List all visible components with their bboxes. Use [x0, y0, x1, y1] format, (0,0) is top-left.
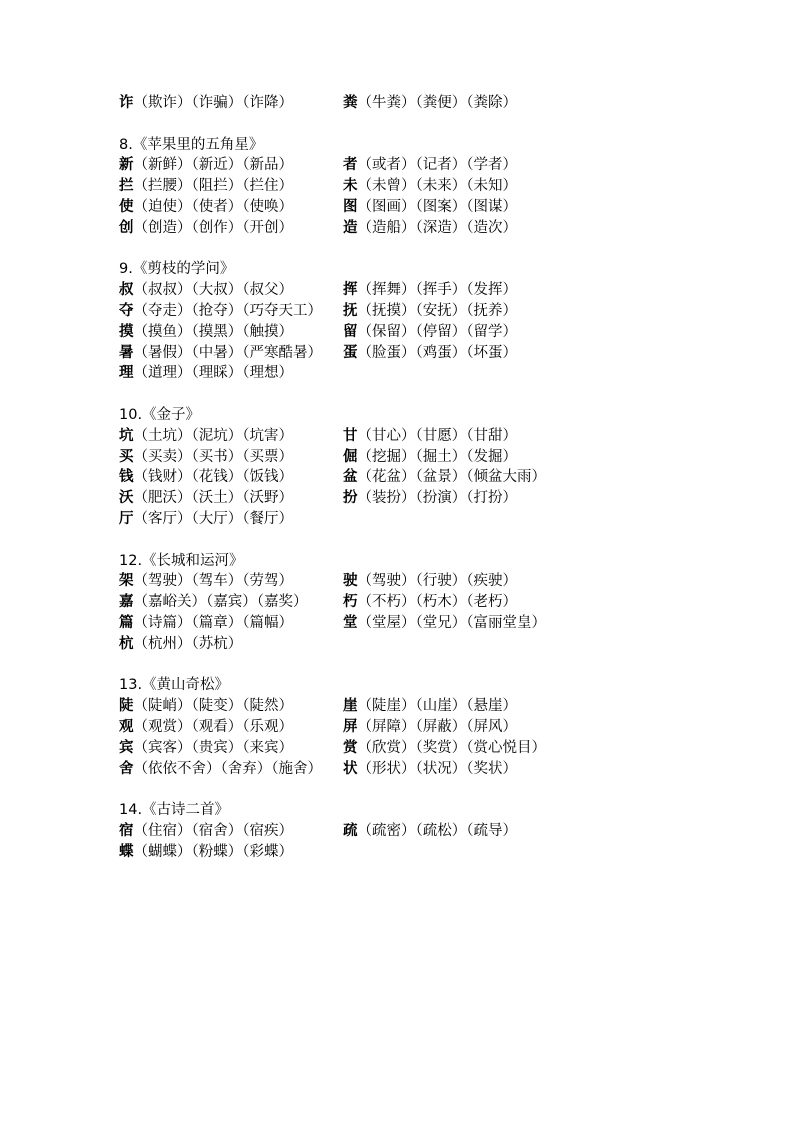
vocab-character: 朽 — [343, 594, 358, 611]
vocab-entry — [119, 592, 308, 613]
vocab-words: （甘心）（甘愿）（甘甜） — [357, 427, 517, 444]
vocab-words: （道理）（理睬）（理想） — [133, 365, 293, 382]
vocab-character: 蛋 — [343, 344, 358, 361]
vocab-entry — [119, 738, 293, 759]
vocab-character: 疏 — [343, 822, 358, 839]
vocab-entry — [343, 155, 517, 176]
vocab-words: （肥沃）（沃土）（沃野） — [133, 490, 293, 507]
vocab-character: 驶 — [343, 573, 358, 590]
vocab-character: 者 — [343, 157, 358, 174]
vocab-entry — [343, 696, 517, 717]
vocab-entry — [343, 613, 546, 634]
vocab-words: （抚摸）（安抚）（抚养） — [357, 302, 517, 319]
vocab-entry — [119, 842, 293, 863]
vocab-character: 状 — [343, 760, 358, 777]
vocab-entry — [119, 447, 293, 468]
vocab-entry — [119, 717, 293, 738]
vocab-character: 未 — [343, 178, 358, 195]
lesson-title: 10.《金子》 — [119, 406, 201, 423]
vocab-character: 宾 — [119, 739, 134, 756]
vocab-words: （牛粪）（粪便）（粪除） — [357, 95, 517, 111]
lesson-title: 8.《苹果里的五角星》 — [119, 136, 264, 153]
vocab-words: （造船）（深造）（造次） — [357, 219, 517, 236]
vocab-row — [119, 696, 679, 717]
section-spacer — [119, 384, 679, 405]
vocab-character: 杭 — [119, 635, 134, 652]
vocab-character: 留 — [343, 323, 358, 340]
lesson-title: 13.《黄山奇松》 — [119, 677, 230, 694]
vocab-words: （脸蛋）（鸡蛋）（坏蛋） — [357, 344, 517, 361]
vocab-character: 买 — [119, 448, 134, 465]
vocab-entry — [343, 717, 517, 738]
vocab-entry — [343, 426, 517, 447]
vocab-entry — [119, 301, 322, 322]
vocab-character: 坑 — [119, 427, 134, 444]
vocab-character: 宿 — [119, 822, 134, 839]
vocab-character: 崖 — [343, 698, 358, 715]
vocab-character: 创 — [119, 219, 134, 236]
vocab-character: 嘉 — [119, 594, 134, 611]
vocab-words: （新鲜）（新近）（新品） — [133, 157, 293, 174]
vocab-words: （挥舞）（挥手）（发挥） — [357, 282, 517, 299]
vocab-entry — [343, 821, 517, 842]
vocab-words: （花盆）（盆景）（倾盆大雨） — [357, 469, 546, 486]
vocab-entry — [119, 322, 293, 343]
vocab-words: （拦腰）（阻拦）（拦住） — [133, 178, 293, 195]
vocab-character: 暑 — [119, 344, 134, 361]
vocab-words: （叔叔）（大叔）（叔父） — [133, 282, 293, 299]
vocab-row — [119, 717, 679, 738]
vocab-words: （诗篇）（篇章）（篇幅） — [133, 614, 293, 631]
vocab-words: （图画）（图案）（图谋） — [357, 198, 517, 215]
vocab-words: （欣赏）（奖赏）（赏心悦目） — [357, 739, 546, 756]
vocab-words: （宾客）（贵宾）（来宾） — [133, 739, 293, 756]
vocab-character: 观 — [119, 718, 134, 735]
vocab-words: （驾驶）（行驶）（疾驶） — [357, 573, 517, 590]
vocab-words: （驾驶）（驾车）（劳驾） — [133, 573, 293, 590]
vocab-character: 造 — [343, 219, 358, 236]
vocab-entry — [119, 155, 293, 176]
vocab-character: 架 — [119, 573, 134, 590]
vocab-words: （依依不舍）（舍弃）（施舍） — [133, 760, 322, 777]
vocab-words: （疏密）（疏松）（疏导） — [357, 822, 517, 839]
vocab-row — [119, 93, 679, 114]
vocab-words: （客厅）（大厅）（餐厅） — [133, 510, 293, 527]
vocab-words: （钱财）（花钱）（饭钱） — [133, 469, 293, 486]
vocab-row — [119, 467, 679, 488]
vocab-row — [119, 613, 679, 634]
vocab-words: （蝴蝶）（粉蝶）（彩蝶） — [133, 843, 293, 860]
vocab-entry — [119, 467, 293, 488]
vocab-character: 夺 — [119, 302, 134, 319]
vocab-character: 盆 — [343, 469, 358, 486]
vocab-character: 扮 — [343, 490, 358, 507]
vocab-entry — [119, 488, 293, 509]
vocab-entry — [119, 426, 293, 447]
vocab-row — [119, 592, 679, 613]
vocab-words: （陡峭）（陡变）（陡然） — [133, 698, 293, 715]
vocab-words: （摸鱼）（摸黑）（触摸） — [133, 323, 293, 340]
vocab-row — [119, 301, 679, 322]
vocab-words: （住宿）（宿舍）（宿疾） — [133, 822, 293, 839]
vocab-character: 篇 — [119, 614, 134, 631]
vocab-entry — [119, 363, 293, 384]
vocab-entry — [343, 176, 517, 197]
section-spacer — [119, 239, 679, 260]
vocab-character: 粪 — [343, 95, 358, 111]
vocab-entry — [119, 343, 322, 364]
vocab-words: （观赏）（观看）（乐观） — [133, 718, 293, 735]
vocab-entry — [343, 301, 517, 322]
vocab-entry — [119, 759, 322, 780]
section-spacer — [119, 114, 679, 135]
vocab-entry — [119, 821, 293, 842]
vocab-row — [119, 197, 679, 218]
vocab-row — [119, 821, 679, 842]
vocab-row — [119, 155, 679, 176]
vocab-character: 新 — [119, 157, 134, 174]
vocab-entry — [343, 197, 517, 218]
vocab-entry — [343, 592, 517, 613]
vocab-words: （保留）（停留）（留学） — [357, 323, 517, 340]
vocab-character: 钱 — [119, 469, 134, 486]
vocab-entry — [343, 218, 517, 239]
vocab-character: 甘 — [343, 427, 358, 444]
vocab-row — [119, 571, 679, 592]
vocab-entry — [119, 280, 293, 301]
vocab-entry — [119, 509, 293, 530]
vocab-entry — [119, 634, 242, 655]
lesson-title: 14.《古诗二首》 — [119, 802, 230, 819]
vocab-words: （装扮）（扮演）（打扮） — [357, 490, 517, 507]
vocab-words: （不朽）（朽木）（老朽） — [357, 594, 517, 611]
vocab-words: （未曾）（未来）（未知） — [357, 178, 517, 195]
vocab-entry — [119, 176, 293, 197]
vocab-words: （夺走）（抢夺）（巧夺天工） — [133, 302, 322, 319]
vocab-words: （买卖）（买书）（买票） — [133, 448, 293, 465]
vocab-character: 理 — [119, 365, 134, 382]
vocab-character: 摸 — [119, 323, 134, 340]
lesson-title: 9.《剪枝的学问》 — [119, 261, 235, 278]
section-spacer — [119, 655, 679, 676]
document-page — [119, 93, 679, 862]
section-spacer — [119, 779, 679, 800]
section-spacer — [119, 530, 679, 551]
vocab-words: （土坑）（泥坑）（坑害） — [133, 427, 293, 444]
vocab-words: （创造）（创作）（开创） — [133, 219, 293, 236]
vocab-character: 屏 — [343, 718, 358, 735]
vocab-character: 图 — [343, 198, 358, 215]
vocab-row — [119, 759, 679, 780]
vocab-character: 拦 — [119, 178, 134, 195]
vocab-entry — [119, 696, 293, 717]
vocab-entry — [343, 759, 517, 780]
vocab-character: 诈 — [119, 95, 134, 111]
vocab-entry — [343, 488, 517, 509]
vocab-entry — [119, 93, 293, 114]
vocab-words: （或者）（记者）（学者） — [357, 157, 517, 174]
vocab-row — [119, 738, 679, 759]
vocab-entry — [343, 447, 517, 468]
vocab-row — [119, 447, 679, 468]
vocab-entry — [343, 280, 517, 301]
vocab-entry — [119, 218, 293, 239]
vocab-entry — [343, 571, 517, 592]
vocab-words: （挖掘）（掘土）（发掘） — [357, 448, 517, 465]
vocab-row — [119, 634, 679, 655]
vocab-character: 蝶 — [119, 843, 134, 860]
vocab-row — [119, 322, 679, 343]
vocab-row — [119, 363, 679, 384]
vocab-words: （欺诈）（诈骗）（诈降） — [133, 95, 293, 111]
vocab-row — [119, 509, 679, 530]
vocab-character: 舍 — [119, 760, 134, 777]
vocab-entry — [119, 571, 293, 592]
vocab-character: 堂 — [343, 614, 358, 631]
vocab-words: （陡崖）（山崖）（悬崖） — [357, 698, 517, 715]
vocab-entry — [119, 197, 293, 218]
vocab-row — [119, 218, 679, 239]
vocab-character: 倔 — [343, 448, 358, 465]
vocab-character: 抚 — [343, 302, 358, 319]
vocab-character: 沃 — [119, 490, 134, 507]
vocab-entry — [343, 467, 546, 488]
vocab-row — [119, 176, 679, 197]
vocab-row — [119, 426, 679, 447]
vocab-row — [119, 488, 679, 509]
vocab-words: （形状）（状况）（奖状） — [357, 760, 517, 777]
vocab-entry — [343, 322, 517, 343]
vocab-entry — [343, 738, 546, 759]
vocab-character: 赏 — [343, 739, 358, 756]
vocab-character: 陡 — [119, 698, 134, 715]
vocab-character: 叔 — [119, 282, 134, 299]
vocab-row — [119, 280, 679, 301]
vocab-row — [119, 343, 679, 364]
vocab-character: 挥 — [343, 282, 358, 299]
vocab-row — [119, 842, 679, 863]
vocab-words: （嘉峪关）（嘉宾）（嘉奖） — [133, 594, 308, 611]
vocab-words: （暑假）（中暑）（严寒酷暑） — [133, 344, 322, 361]
vocab-words: （屏障）（屏蔽）（屏风） — [357, 718, 517, 735]
vocab-character: 使 — [119, 198, 134, 215]
vocab-entry — [343, 93, 517, 114]
vocab-character: 厅 — [119, 510, 134, 527]
vocab-words: （堂屋）（堂兄）（富丽堂皇） — [357, 614, 546, 631]
vocab-entry — [343, 343, 517, 364]
vocab-words: （迫使）（使者）（使唤） — [133, 198, 293, 215]
vocab-words: （杭州）（苏杭） — [133, 635, 243, 652]
lesson-title: 12.《长城和运河》 — [119, 552, 244, 569]
vocab-entry — [119, 613, 293, 634]
